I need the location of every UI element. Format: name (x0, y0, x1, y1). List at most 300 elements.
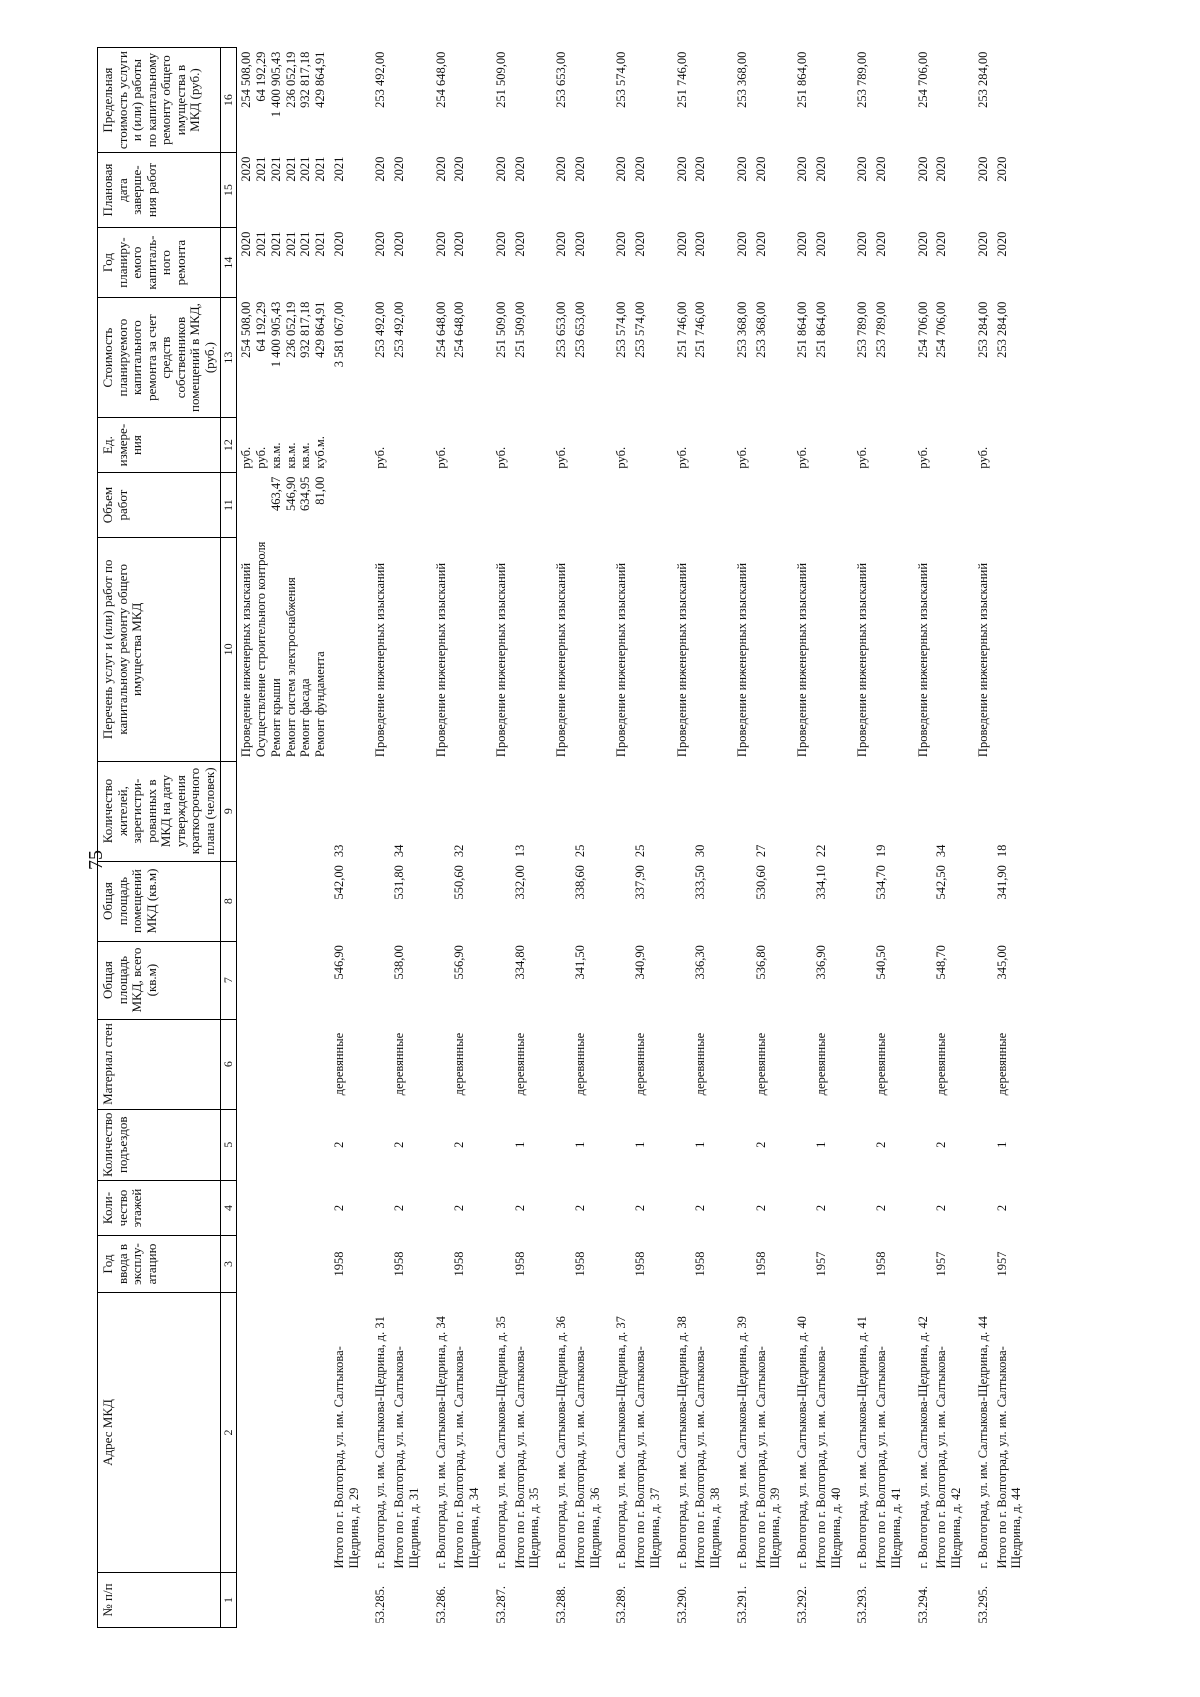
cell-volume (970, 473, 993, 538)
cell-area-rooms: 334,10 (813, 865, 828, 900)
cell-services (450, 538, 488, 761)
cell-cost: 253 368,00 (734, 301, 749, 358)
cell-empty (910, 1181, 933, 1236)
cell-empty (970, 1109, 993, 1180)
cell-unit (450, 418, 488, 473)
cell-year-built: 1957 (994, 1251, 1009, 1277)
cell-wall-material: деревянные (452, 1032, 467, 1096)
cell-empty (910, 861, 933, 941)
address-row (669, 48, 692, 1628)
cell-unit (932, 418, 970, 473)
cell-wall-material: деревянные (512, 1032, 527, 1096)
cell-cost: 253 789,00 (855, 301, 870, 358)
column-number-3: 3 (221, 1236, 237, 1293)
cell-year-built: 1958 (633, 1251, 648, 1277)
cell-residents: 32 (452, 844, 467, 858)
column-number-9: 9 (221, 761, 237, 861)
table-body (237, 48, 1030, 1628)
cell-plan-year-line: 2021 (268, 231, 283, 257)
cell-empty (789, 1109, 812, 1180)
cell-services (932, 538, 970, 761)
cell-unit (237, 418, 330, 473)
cell-number (932, 1573, 970, 1628)
cell-plan-year-line: 2021 (254, 231, 269, 257)
cell-unit-line: руб. (239, 446, 254, 469)
cell-empty (910, 761, 933, 861)
cell-end-date: 2020 (614, 156, 629, 182)
cell-services-line: Ремонт фасада (298, 678, 313, 758)
cell-floors: 2 (934, 1204, 949, 1212)
column-header-15: Плановая дата заверше-ния работ (98, 153, 221, 228)
cell-limit-line: 64 192,29 (254, 51, 269, 102)
cell-unit (993, 418, 1031, 473)
cell-volume-line (254, 477, 269, 534)
cell-end-date: 2020 (734, 156, 749, 182)
cell-volume (932, 473, 970, 538)
cell-services: Проведение инженерных изысканий (554, 562, 569, 758)
cell-residents: 22 (813, 844, 828, 858)
cell-limit: 253 492,00 (373, 51, 388, 108)
cell-empty (669, 1019, 692, 1109)
cell-volume-line: 463,47 (268, 476, 283, 511)
cell-services (571, 538, 609, 761)
cell-services-line: Ремонт крыши (268, 678, 283, 758)
cell-unit (752, 418, 790, 473)
address-row (367, 48, 390, 1628)
cell-end-date: 2020 (795, 156, 810, 182)
address-row (548, 48, 571, 1628)
total-address: Итого по г. Волгоград, ул. им. Салтыкова-Щедрина, д. 39 (753, 1346, 783, 1569)
cell-floors: 2 (633, 1204, 648, 1212)
column-header-14: Год планиру-емого капиталь-ного ремонта (98, 228, 221, 298)
cell-empty (548, 1236, 571, 1293)
total-row (932, 48, 970, 1628)
cell-residents: 34 (392, 844, 407, 858)
cell-volume (910, 473, 933, 538)
cell-limit-line: 429 864,91 (313, 51, 328, 108)
cell-plan-year: 2020 (433, 231, 448, 257)
cell-plan-year-line: 2021 (313, 231, 328, 257)
cell-services: Проведение инженерных изысканий (433, 562, 448, 758)
cell-unit (390, 418, 428, 473)
cell-volume (872, 473, 910, 538)
cell-volume-line (239, 477, 254, 534)
cell-unit: руб. (554, 446, 569, 469)
cell-empty (488, 1109, 511, 1180)
cell-end-date: 2020 (915, 156, 930, 182)
cell-entrances: 2 (934, 1141, 949, 1148)
cell-cost: 253 789,00 (874, 301, 889, 358)
cell-year-built: 1958 (392, 1251, 407, 1277)
cell-entrances: 1 (572, 1141, 587, 1148)
total-row (812, 48, 850, 1628)
cell-unit: руб. (373, 446, 388, 469)
cell-services: Проведение инженерных изысканий (795, 562, 810, 758)
cell-empty (548, 1181, 571, 1236)
cell-area-total: 345,00 (994, 945, 1009, 980)
cell-limit: 254 706,00 (915, 51, 930, 108)
cell-empty (608, 1181, 631, 1236)
cell-volume (812, 473, 850, 538)
cell-cost: 254 706,00 (934, 301, 949, 358)
total-address: Итого по г. Волгоград, ул. им. Салтыкова-Щедрина, д. 35 (512, 1346, 542, 1569)
cell-wall-material: деревянные (874, 1032, 889, 1096)
column-header-3: Год ввода в эксплу-атацию (98, 1236, 221, 1293)
cell-number: 53.285. (373, 1586, 388, 1624)
cell-plan-year: 2020 (915, 231, 930, 257)
cell-volume (390, 473, 428, 538)
cell-empty (970, 1236, 993, 1293)
column-header-11: Объем работ (98, 473, 221, 538)
cell-year-built: 1957 (934, 1251, 949, 1277)
cell-empty (669, 761, 692, 861)
total-row (571, 48, 609, 1628)
cell-unit: руб. (433, 446, 448, 469)
cell-cost-line: 64 192,29 (254, 301, 269, 352)
cell-floors: 2 (693, 1204, 708, 1212)
cell-empty (789, 761, 812, 861)
cell-end-date: 2020 (512, 156, 527, 182)
cell-cost-line: 932 817,18 (298, 301, 313, 358)
cell-end-date: 2020 (975, 156, 990, 182)
cell-empty (608, 941, 631, 1019)
cell-empty (367, 1109, 390, 1180)
cell-plan-year: 2020 (674, 231, 689, 257)
cell-cost: 254 648,00 (452, 301, 467, 358)
cell-volume (237, 473, 330, 538)
cell-end-date: 2020 (674, 156, 689, 182)
cell-residents: 27 (753, 844, 768, 858)
cell-end-date: 2020 (934, 156, 949, 182)
cell-volume (428, 473, 451, 538)
cell-area-total: 538,00 (392, 945, 407, 980)
cell-wall-material: деревянные (572, 1032, 587, 1096)
cell-limit (872, 48, 910, 153)
cell-volume (669, 473, 692, 538)
column-number-5: 5 (221, 1109, 237, 1180)
column-header-2: Адрес МКД (98, 1293, 221, 1573)
page-number: 75 (85, 850, 107, 870)
cell-floors: 2 (512, 1204, 527, 1212)
cell-volume (488, 473, 511, 538)
cell-empty (729, 941, 752, 1019)
address-row (849, 48, 872, 1628)
cell-cost: 251 864,00 (813, 301, 828, 358)
address-row (789, 48, 812, 1628)
cell-empty (428, 1019, 451, 1109)
cell-services (691, 538, 729, 761)
cell-volume-line: 546,90 (283, 476, 298, 511)
cell-volume (752, 473, 790, 538)
cell-number (993, 1573, 1031, 1628)
cell-services-line: Проведение инженерных изысканий (239, 562, 254, 758)
cell-end-date: 2020 (753, 156, 768, 182)
cell-limit: 251 509,00 (493, 51, 508, 108)
cell-empty (608, 1109, 631, 1180)
cell-plan-year: 2020 (614, 231, 629, 257)
cell-address: г. Волгоград, ул. им. Салтыкова-Щедрина, д. 36 (554, 1316, 569, 1569)
cell-residents: 18 (994, 844, 1009, 858)
cell-end-date-line: 2021 (298, 156, 313, 182)
cell-year-built: 1958 (452, 1251, 467, 1277)
cell-volume (450, 473, 488, 538)
cell-limit (932, 48, 970, 153)
cell-end-date-line: 2021 (268, 156, 283, 182)
cell-limit: 253 284,00 (975, 51, 990, 108)
cell-plan-year: 2020 (795, 231, 810, 257)
cell-empty (849, 1109, 872, 1180)
cell-empty (367, 1236, 390, 1293)
cell-empty (669, 1236, 692, 1293)
cell-area-rooms: 333,50 (693, 865, 708, 900)
cell-empty (488, 1236, 511, 1293)
total-address: Итого по г. Волгоград, ул. им. Салтыкова-Щедрина, д. 29 (331, 1346, 361, 1569)
cell-empty (428, 761, 451, 861)
cell-plan-year: 2020 (633, 231, 648, 257)
cell-year-built: 1958 (331, 1251, 346, 1277)
cell-end-date: 2020 (493, 156, 508, 182)
cell-unit: руб. (855, 446, 870, 469)
cell-unit (691, 418, 729, 473)
cell-services: Проведение инженерных изысканий (734, 562, 749, 758)
cell-floors: 2 (452, 1204, 467, 1212)
column-number-7: 7 (221, 941, 237, 1019)
cell-empty (849, 1019, 872, 1109)
cell-volume (367, 473, 390, 538)
cell-floors: 2 (874, 1204, 889, 1212)
cell-floors: 2 (994, 1204, 1009, 1212)
cell-empty (237, 1236, 330, 1293)
cell-cost: 251 746,00 (693, 301, 708, 358)
cell-services (631, 538, 669, 761)
cell-number (812, 1573, 850, 1628)
column-number-14: 14 (221, 228, 237, 298)
cell-unit-line: кв.м. (283, 442, 298, 469)
cell-empty (488, 1181, 511, 1236)
cell-plan-year: 2020 (373, 231, 388, 257)
column-number-4: 4 (221, 1181, 237, 1236)
cell-entrances: 2 (452, 1141, 467, 1148)
cell-empty (608, 761, 631, 861)
column-number-8: 8 (221, 861, 237, 941)
total-address: Итого по г. Волгоград, ул. им. Салтыкова-Щедрина, д. 36 (572, 1346, 602, 1569)
cell-empty (367, 761, 390, 861)
cell-entrances: 1 (693, 1141, 708, 1148)
cell-limit (752, 48, 790, 153)
cell-end-date: 2020 (392, 156, 407, 182)
cell-number (752, 1573, 790, 1628)
cell-limit (993, 48, 1031, 153)
cell-end-date: 2020 (693, 156, 708, 182)
cell-area-total: 540,50 (874, 945, 889, 980)
cell-cost-line: 1 400 905,43 (268, 301, 283, 368)
cell-unit (330, 418, 368, 473)
address-row (729, 48, 752, 1628)
cell-floors: 2 (392, 1204, 407, 1212)
cell-area-total: 336,90 (813, 945, 828, 980)
cell-end-date: 2020 (373, 156, 388, 182)
cell-empty (849, 1181, 872, 1236)
cell-address: г. Волгоград, ул. им. Салтыкова-Щедрина, д. 40 (795, 1316, 810, 1569)
cell-volume (608, 473, 631, 538)
cell-volume (729, 473, 752, 538)
cell-volume (691, 473, 729, 538)
cell-cost: 251 509,00 (512, 301, 527, 358)
total-address: Итого по г. Волгоград, ул. им. Салтыкова-Щедрина, д. 41 (874, 1346, 903, 1569)
cell-unit: руб. (795, 446, 810, 469)
cell-services-line: Ремонт систем электроснабжения (283, 577, 298, 758)
cell-year-built: 1958 (874, 1251, 889, 1277)
cell-floors: 2 (813, 1204, 828, 1212)
cell-area-rooms: 542,00 (331, 865, 346, 900)
cell-area-total: 546,90 (331, 945, 346, 980)
cell-services: Проведение инженерных изысканий (674, 562, 689, 758)
cell-services-line: Осуществление строительного контроля (254, 541, 269, 758)
cell-wall-material: деревянные (934, 1032, 949, 1096)
cell-plan-year: 2020 (753, 231, 768, 257)
cell-plan-year: 2020 (392, 231, 407, 257)
cell-empty (669, 861, 692, 941)
cell-plan-year-line: 2020 (239, 231, 254, 257)
cell-end-date: 2020 (433, 156, 448, 182)
cell-year-built: 1958 (693, 1251, 708, 1277)
cell-cost: 253 492,00 (392, 301, 407, 358)
cell-limit: 253 653,00 (554, 51, 569, 108)
cell-wall-material: деревянные (331, 1032, 346, 1096)
cell-wall-material: деревянные (693, 1032, 708, 1096)
cell-plan-year (237, 228, 330, 298)
cell-residents: 30 (693, 844, 708, 858)
cell-area-total: 336,30 (693, 945, 708, 980)
cell-end-date: 2020 (994, 156, 1009, 182)
cell-number (450, 1573, 488, 1628)
column-header-8: Общая площадь помещений МКД (кв.м) (98, 861, 221, 941)
cell-area-rooms: 531,80 (392, 865, 407, 900)
cell-entrances: 1 (813, 1141, 828, 1148)
cell-empty (428, 941, 451, 1019)
cell-cost: 253 284,00 (994, 301, 1009, 358)
cell-limit-line: 932 817,18 (298, 51, 313, 108)
cell-empty (970, 1019, 993, 1109)
cell-empty (789, 1181, 812, 1236)
cell-empty (849, 861, 872, 941)
cell-empty (669, 941, 692, 1019)
cell-empty (237, 1109, 330, 1180)
cell-address: г. Волгоград, ул. им. Салтыкова-Щедрина, д. 34 (433, 1316, 448, 1569)
column-number-1: 1 (221, 1573, 237, 1628)
cell-year-built: 1958 (512, 1251, 527, 1277)
address-row (488, 48, 511, 1628)
cell-area-rooms: 542,50 (934, 865, 949, 900)
cell-services: Проведение инженерных изысканий (855, 562, 870, 758)
cell-empty (669, 1109, 692, 1180)
cell-end-date: 2020 (554, 156, 569, 182)
cell-empty (849, 941, 872, 1019)
cell-limit: 254 648,00 (433, 51, 448, 108)
cell-empty (548, 1109, 571, 1180)
cell-empty (669, 1181, 692, 1236)
cell-unit: руб. (493, 446, 508, 469)
cell-cost: 253 368,00 (753, 301, 768, 358)
cell-services (511, 538, 549, 761)
cell-empty (428, 861, 451, 941)
cell-number: 53.290. (674, 1586, 689, 1624)
total-address: Итого по г. Волгоград, ул. им. Салтыкова-Щедрина, д. 37 (633, 1346, 662, 1569)
cell-address (237, 1293, 330, 1573)
cell-empty (428, 1181, 451, 1236)
cell-volume (330, 473, 368, 538)
cell-empty (729, 1181, 752, 1236)
cell-empty (729, 1109, 752, 1180)
cell-empty (367, 1181, 390, 1236)
column-number-12: 12 (221, 418, 237, 473)
cell-address: г. Волгоград, ул. им. Салтыкова-Щедрина, д. 41 (855, 1316, 870, 1569)
cell-area-total: 536,80 (753, 945, 768, 980)
cell-empty (488, 941, 511, 1019)
column-header-16: Предельная стоимость услуги и (или) работы по капитальному ремонту общего имущества в МКД (руб.) (98, 48, 221, 153)
total-row (330, 48, 368, 1628)
cell-cost: 254 706,00 (915, 301, 930, 358)
cell-unit: руб. (975, 446, 990, 469)
cell-area-rooms: 530,60 (753, 865, 768, 900)
total-row (752, 48, 790, 1628)
cell-cost: 254 648,00 (433, 301, 448, 358)
total-address: Итого по г. Волгоград, ул. им. Салтыкова-Щедрина, д. 44 (994, 1346, 1024, 1569)
cell-empty (237, 1181, 330, 1236)
cell-entrances: 1 (633, 1141, 648, 1148)
cell-end-date (237, 153, 330, 228)
cell-address: г. Волгоград, ул. им. Салтыкова-Щедрина, д. 38 (674, 1316, 689, 1569)
cell-volume-line: 634,95 (298, 476, 313, 511)
cell-entrances: 1 (512, 1141, 527, 1148)
cell-plan-year: 2020 (572, 231, 587, 257)
address-row (910, 48, 933, 1628)
total-row (993, 48, 1031, 1628)
column-header-1: № п/п (98, 1573, 221, 1628)
cell-empty (548, 861, 571, 941)
cell-limit: 253 789,00 (855, 51, 870, 108)
cell-empty (910, 1019, 933, 1109)
cell-unit (571, 418, 609, 473)
cell-area-total: 340,90 (633, 945, 648, 980)
column-number-16: 16 (221, 48, 237, 153)
cell-entrances: 1 (994, 1141, 1009, 1148)
cell-empty (548, 1019, 571, 1109)
cell-services (872, 538, 910, 761)
cell-services-line: Ремонт фундамента (313, 651, 328, 758)
cell-services (752, 538, 790, 761)
cell-volume (849, 473, 872, 538)
cell-services: Проведение инженерных изысканий (915, 562, 930, 758)
cell-end-date-line: 2021 (283, 156, 298, 182)
cell-empty (789, 941, 812, 1019)
cell-end-date: 2020 (813, 156, 828, 182)
cell-limit (691, 48, 729, 153)
cell-cost-line: 236 052,19 (283, 301, 298, 358)
cell-cost: 251 864,00 (795, 301, 810, 358)
cell-empty (237, 1019, 330, 1109)
cell-empty (970, 861, 993, 941)
cell-entrances: 2 (874, 1141, 889, 1148)
address-row (428, 48, 451, 1628)
cell-empty (970, 1181, 993, 1236)
cell-empty (608, 1019, 631, 1109)
cell-unit: руб. (915, 446, 930, 469)
capital-repair-table (97, 47, 1030, 1628)
cell-entrances: 2 (753, 1141, 768, 1148)
column-number-15: 15 (221, 153, 237, 228)
cell-plan-year: 2020 (693, 231, 708, 257)
